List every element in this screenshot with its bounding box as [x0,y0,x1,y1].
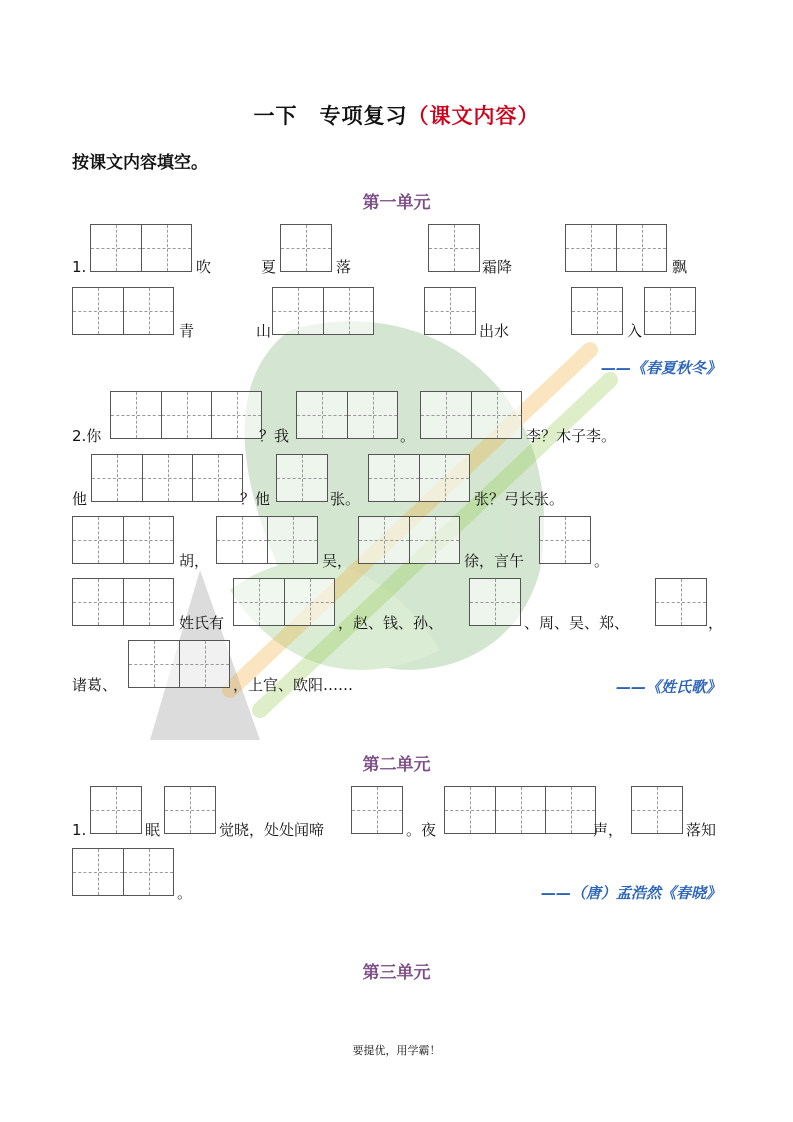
text-fragment: 。夜 [406,821,437,839]
question-number: 1. [72,821,87,839]
text-fragment: 青 [179,322,195,340]
text-fragment: 声， [593,821,624,839]
writing-grid[interactable] [351,786,403,834]
question-number: 1. [72,258,87,276]
text-fragment: 霜降 [482,258,513,276]
source-citation: ——《姓氏歌》 [615,678,721,696]
text-fragment: 觉晓，处处闻啼 [219,821,325,839]
text-fragment: 落 [336,258,352,276]
writing-grid[interactable] [233,578,335,626]
writing-grid[interactable] [571,287,623,335]
writing-grid[interactable] [469,578,521,626]
source-citation: ——《春夏秋冬》 [600,359,721,377]
writing-grid[interactable] [280,224,332,272]
writing-grid[interactable] [565,224,667,272]
text-fragment: ，赵、钱、孙、 [338,614,444,632]
writing-grid[interactable] [90,224,192,272]
writing-grid[interactable] [216,516,318,564]
writing-grid[interactable] [128,640,230,688]
unit-1-heading: 第一单元 [362,193,431,213]
text-fragment: ，上官、欧阳…… [233,676,354,694]
writing-grid[interactable] [72,516,174,564]
text-fragment: 。 [177,884,193,902]
writing-grid[interactable] [110,391,262,439]
unit-3-heading: 第三单元 [362,963,431,983]
text-fragment: 眠 [145,821,161,839]
writing-grid[interactable] [655,578,707,626]
writing-grid[interactable] [296,391,398,439]
writing-grid[interactable] [368,454,470,502]
writing-grid[interactable] [90,786,142,834]
text-fragment: ？我 [259,427,290,445]
writing-grid[interactable] [72,578,174,626]
text-fragment: 。 [400,427,416,445]
writing-grid[interactable] [539,516,591,564]
writing-grid[interactable] [276,454,328,502]
text-fragment: 山 [256,322,272,340]
writing-grid[interactable] [72,287,174,335]
writing-grid[interactable] [358,516,460,564]
text-fragment: 出水 [479,322,510,340]
text-fragment: 飘 [672,258,688,276]
text-fragment: 夏 [261,258,277,276]
writing-grid[interactable] [444,786,596,834]
question-number: 2.你 [72,427,102,445]
writing-grid[interactable] [428,224,480,272]
page-footer: 要提优，用学霸！ [352,1044,441,1057]
writing-grid[interactable] [91,454,243,502]
writing-grid[interactable] [631,786,683,834]
text-fragment: 胡， [179,552,210,570]
writing-grid[interactable] [272,287,374,335]
text-fragment: 入 [627,322,643,340]
text-fragment: 吹 [196,258,212,276]
text-fragment: 、周、吴、郑、 [524,614,630,632]
text-fragment: 诸葛、 [72,676,118,694]
text-fragment: 他 [72,490,88,508]
instruction: 按课文内容填空。 [72,153,208,173]
text-fragment: 徐，言午 [464,552,525,570]
writing-grid[interactable] [644,287,696,335]
text-fragment: 。 [594,552,610,570]
page-title: 一下 专项复习（课文内容） [253,104,540,128]
writing-grid[interactable] [164,786,216,834]
text-fragment: 张。 [330,490,361,508]
writing-grid[interactable] [72,848,174,896]
text-fragment: ？他 [240,490,271,508]
text-fragment: 李？木子李。 [526,427,617,445]
text-fragment: 姓氏有 [179,614,225,632]
text-fragment: 吴， [322,552,353,570]
unit-2-heading: 第二单元 [362,755,431,775]
writing-grid[interactable] [420,391,522,439]
text-fragment: ， [708,614,724,632]
source-citation: ——（唐）孟浩然《春晓》 [540,884,721,902]
text-fragment: 张？弓长张。 [474,490,565,508]
text-fragment: 落知 [686,821,717,839]
writing-grid[interactable] [424,287,476,335]
